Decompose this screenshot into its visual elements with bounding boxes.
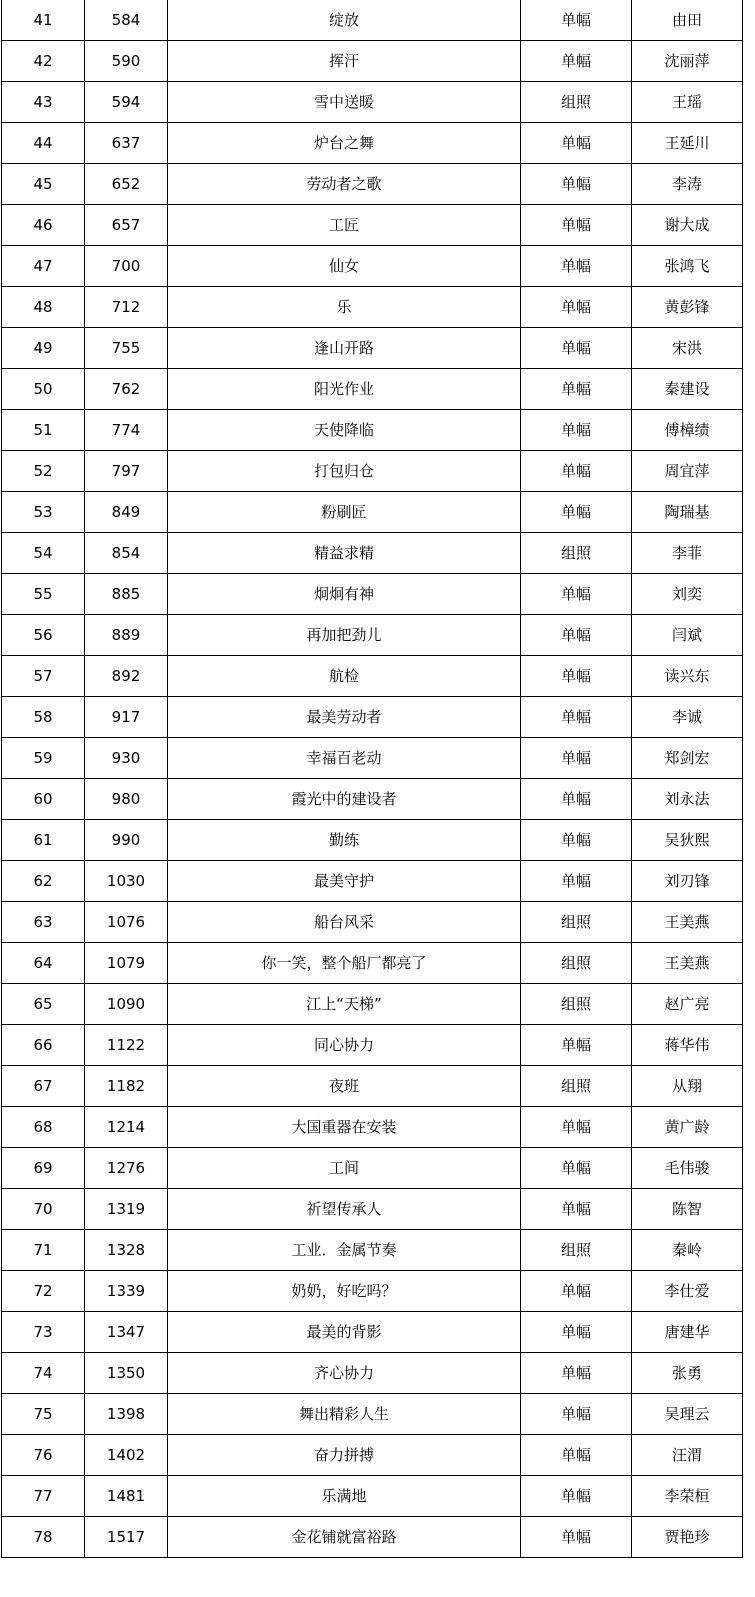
cell-entry-number: 1214 [85,1107,168,1148]
cell-author: 闫斌 [632,615,743,656]
cell-entry-number: 1347 [85,1312,168,1353]
cell-author: 李诚 [632,697,743,738]
cell-index: 46 [2,205,85,246]
cell-work-title: 夜班 [168,1066,521,1107]
cell-index: 48 [2,287,85,328]
cell-work-title: 同心协力 [168,1025,521,1066]
cell-work-type: 单幅 [521,1312,632,1353]
cell-entry-number: 1090 [85,984,168,1025]
cell-entry-number: 889 [85,615,168,656]
cell-work-type: 单幅 [521,820,632,861]
cell-work-title: 工业．金属节奏 [168,1230,521,1271]
cell-author: 从翔 [632,1066,743,1107]
cell-work-title: 粉刷匠 [168,492,521,533]
cell-index: 54 [2,533,85,574]
cell-work-title: 工匠 [168,205,521,246]
cell-index: 43 [2,82,85,123]
table-row [2,0,743,41]
cell-entry-number: 657 [85,205,168,246]
cell-author: 郑剑宏 [632,738,743,779]
cell-work-title: 天使降临 [168,410,521,451]
cell-work-title: 乐满地 [168,1476,521,1517]
cell-work-type: 单幅 [521,697,632,738]
cell-author: 黄彭锋 [632,287,743,328]
cell-work-type: 单幅 [521,410,632,451]
table-row [2,1107,743,1148]
cell-index: 75 [2,1394,85,1435]
cell-index: 62 [2,861,85,902]
cell-work-type: 单幅 [521,369,632,410]
award-list-table [1,0,743,1558]
cell-work-type: 单幅 [521,164,632,205]
cell-entry-number: 1076 [85,902,168,943]
cell-work-title: 齐心协力 [168,1353,521,1394]
cell-author: 蒋华伟 [632,1025,743,1066]
table-row [2,574,743,615]
table-body [2,0,743,1558]
cell-index: 76 [2,1435,85,1476]
cell-author: 贾艳珍 [632,1517,743,1558]
cell-work-type: 单幅 [521,1435,632,1476]
table-row [2,943,743,984]
cell-entry-number: 1481 [85,1476,168,1517]
cell-author: 汪渭 [632,1435,743,1476]
cell-work-type: 单幅 [521,287,632,328]
cell-author: 李菲 [632,533,743,574]
table-row [2,1189,743,1230]
cell-index: 70 [2,1189,85,1230]
table-row [2,328,743,369]
cell-work-type: 单幅 [521,123,632,164]
cell-entry-number: 1350 [85,1353,168,1394]
cell-index: 63 [2,902,85,943]
table-row [2,697,743,738]
table-row [2,902,743,943]
cell-entry-number: 637 [85,123,168,164]
table-row [2,1230,743,1271]
cell-work-type: 单幅 [521,1148,632,1189]
table-row [2,779,743,820]
cell-entry-number: 774 [85,410,168,451]
cell-entry-number: 990 [85,820,168,861]
cell-work-title: 炯炯有神 [168,574,521,615]
cell-entry-number: 712 [85,287,168,328]
cell-work-type: 单幅 [521,1517,632,1558]
cell-index: 66 [2,1025,85,1066]
cell-index: 72 [2,1271,85,1312]
cell-entry-number: 1319 [85,1189,168,1230]
cell-author: 黄广龄 [632,1107,743,1148]
cell-work-type: 组照 [521,943,632,984]
cell-work-title: 绽放 [168,0,521,41]
cell-author: 谢大成 [632,205,743,246]
table-row [2,492,743,533]
cell-work-type: 组照 [521,984,632,1025]
cell-work-title: 最美劳动者 [168,697,521,738]
cell-entry-number: 1339 [85,1271,168,1312]
cell-entry-number: 652 [85,164,168,205]
cell-entry-number: 980 [85,779,168,820]
cell-work-type: 单幅 [521,1189,632,1230]
cell-author: 刘奕 [632,574,743,615]
cell-work-title: 大国重器在安装 [168,1107,521,1148]
cell-work-title: 奋力拼搏 [168,1435,521,1476]
cell-work-title: 你一笑，整个船厂都亮了 [168,943,521,984]
cell-work-type: 单幅 [521,1107,632,1148]
cell-entry-number: 930 [85,738,168,779]
table-row [2,287,743,328]
cell-work-title: 挥汗 [168,41,521,82]
cell-work-type: 单幅 [521,1476,632,1517]
table-row [2,1312,743,1353]
cell-entry-number: 1182 [85,1066,168,1107]
table-row [2,1517,743,1558]
cell-index: 68 [2,1107,85,1148]
table-row [2,41,743,82]
cell-entry-number: 584 [85,0,168,41]
cell-index: 42 [2,41,85,82]
cell-entry-number: 797 [85,451,168,492]
cell-entry-number: 1030 [85,861,168,902]
cell-author: 秦岭 [632,1230,743,1271]
cell-work-title: 仙女 [168,246,521,287]
cell-author: 李荣桓 [632,1476,743,1517]
cell-entry-number: 762 [85,369,168,410]
cell-entry-number: 854 [85,533,168,574]
cell-work-type: 单幅 [521,861,632,902]
table-row [2,1148,743,1189]
cell-work-title: 奶奶，好吃吗？ [168,1271,521,1312]
cell-work-type: 单幅 [521,41,632,82]
cell-entry-number: 590 [85,41,168,82]
cell-work-title: 炉台之舞 [168,123,521,164]
cell-author: 王瑶 [632,82,743,123]
table-row [2,1066,743,1107]
cell-author: 张勇 [632,1353,743,1394]
cell-entry-number: 1402 [85,1435,168,1476]
cell-work-title: 逢山开路 [168,328,521,369]
cell-work-title: 祈望传承人 [168,1189,521,1230]
cell-work-title: 阳光作业 [168,369,521,410]
cell-work-type: 组照 [521,533,632,574]
cell-work-type: 单幅 [521,1025,632,1066]
cell-work-type: 组照 [521,1230,632,1271]
cell-index: 74 [2,1353,85,1394]
cell-index: 73 [2,1312,85,1353]
table-row [2,861,743,902]
cell-author: 王延川 [632,123,743,164]
table-row [2,533,743,574]
table-row [2,205,743,246]
cell-work-title: 金花铺就富裕路 [168,1517,521,1558]
cell-work-type: 单幅 [521,1271,632,1312]
cell-work-title: 幸福百老动 [168,738,521,779]
table-row [2,738,743,779]
cell-index: 47 [2,246,85,287]
cell-work-type: 单幅 [521,492,632,533]
cell-author: 王美燕 [632,943,743,984]
table-row [2,164,743,205]
cell-author: 傅樟绩 [632,410,743,451]
cell-author: 刘永法 [632,779,743,820]
cell-index: 52 [2,451,85,492]
cell-index: 53 [2,492,85,533]
cell-work-type: 单幅 [521,205,632,246]
cell-entry-number: 1398 [85,1394,168,1435]
cell-author: 王美燕 [632,902,743,943]
cell-index: 77 [2,1476,85,1517]
cell-index: 56 [2,615,85,656]
table-row [2,1025,743,1066]
cell-index: 45 [2,164,85,205]
cell-entry-number: 917 [85,697,168,738]
cell-work-type: 单幅 [521,0,632,41]
cell-work-title: 劳动者之歌 [168,164,521,205]
cell-index: 55 [2,574,85,615]
cell-index: 50 [2,369,85,410]
cell-work-type: 单幅 [521,1394,632,1435]
cell-entry-number: 1328 [85,1230,168,1271]
cell-author: 沈丽萍 [632,41,743,82]
cell-work-type: 单幅 [521,1353,632,1394]
cell-author: 张鸿飞 [632,246,743,287]
cell-index: 61 [2,820,85,861]
cell-work-title: 最美守护 [168,861,521,902]
table-row [2,615,743,656]
cell-index: 60 [2,779,85,820]
cell-entry-number: 885 [85,574,168,615]
table-row [2,451,743,492]
cell-work-type: 单幅 [521,656,632,697]
table-row [2,1353,743,1394]
cell-author: 赵广亮 [632,984,743,1025]
cell-index: 44 [2,123,85,164]
cell-work-title: 工间 [168,1148,521,1189]
table-row [2,123,743,164]
cell-author: 由田 [632,0,743,41]
cell-work-type: 组照 [521,82,632,123]
cell-work-title: 精益求精 [168,533,521,574]
cell-index: 49 [2,328,85,369]
cell-work-type: 单幅 [521,451,632,492]
cell-entry-number: 1276 [85,1148,168,1189]
cell-entry-number: 755 [85,328,168,369]
cell-work-title: 江上“天梯” [168,984,521,1025]
cell-entry-number: 594 [85,82,168,123]
table-row [2,410,743,451]
cell-index: 64 [2,943,85,984]
cell-author: 宋洪 [632,328,743,369]
cell-work-title: 勤练 [168,820,521,861]
cell-author: 吴理云 [632,1394,743,1435]
cell-author: 李仕爱 [632,1271,743,1312]
cell-index: 67 [2,1066,85,1107]
cell-index: 41 [2,0,85,41]
cell-entry-number: 1079 [85,943,168,984]
cell-index: 71 [2,1230,85,1271]
cell-work-type: 组照 [521,902,632,943]
cell-index: 51 [2,410,85,451]
cell-work-title: 雪中送暖 [168,82,521,123]
cell-index: 57 [2,656,85,697]
cell-author: 陶瑞基 [632,492,743,533]
cell-work-title: 最美的背影 [168,1312,521,1353]
cell-work-title: 航检 [168,656,521,697]
cell-index: 65 [2,984,85,1025]
cell-work-title: 打包归仓 [168,451,521,492]
cell-work-type: 单幅 [521,246,632,287]
cell-work-type: 单幅 [521,574,632,615]
cell-work-type: 单幅 [521,779,632,820]
cell-entry-number: 1517 [85,1517,168,1558]
cell-work-type: 单幅 [521,738,632,779]
cell-author: 陈智 [632,1189,743,1230]
cell-work-title: 霞光中的建设者 [168,779,521,820]
table-row [2,984,743,1025]
table-row [2,246,743,287]
cell-entry-number: 700 [85,246,168,287]
cell-work-type: 组照 [521,1066,632,1107]
cell-author: 秦建设 [632,369,743,410]
table-row [2,820,743,861]
cell-author: 毛伟骏 [632,1148,743,1189]
cell-work-type: 单幅 [521,615,632,656]
cell-author: 周宜萍 [632,451,743,492]
cell-author: 刘刃锋 [632,861,743,902]
cell-entry-number: 849 [85,492,168,533]
cell-index: 59 [2,738,85,779]
cell-author: 唐建华 [632,1312,743,1353]
table-row [2,369,743,410]
table-row [2,1271,743,1312]
cell-work-title: 舞出精彩人生 [168,1394,521,1435]
cell-work-title: 再加把劲儿 [168,615,521,656]
table-row [2,1435,743,1476]
cell-work-title: 乐 [168,287,521,328]
cell-author: 读兴东 [632,656,743,697]
cell-work-type: 单幅 [521,328,632,369]
table-row [2,1476,743,1517]
cell-index: 69 [2,1148,85,1189]
cell-index: 58 [2,697,85,738]
cell-work-title: 船台风采 [168,902,521,943]
cell-author: 吴狄熙 [632,820,743,861]
cell-index: 78 [2,1517,85,1558]
table-row [2,656,743,697]
cell-author: 李涛 [632,164,743,205]
cell-entry-number: 892 [85,656,168,697]
cell-entry-number: 1122 [85,1025,168,1066]
table-row [2,1394,743,1435]
table-row [2,82,743,123]
